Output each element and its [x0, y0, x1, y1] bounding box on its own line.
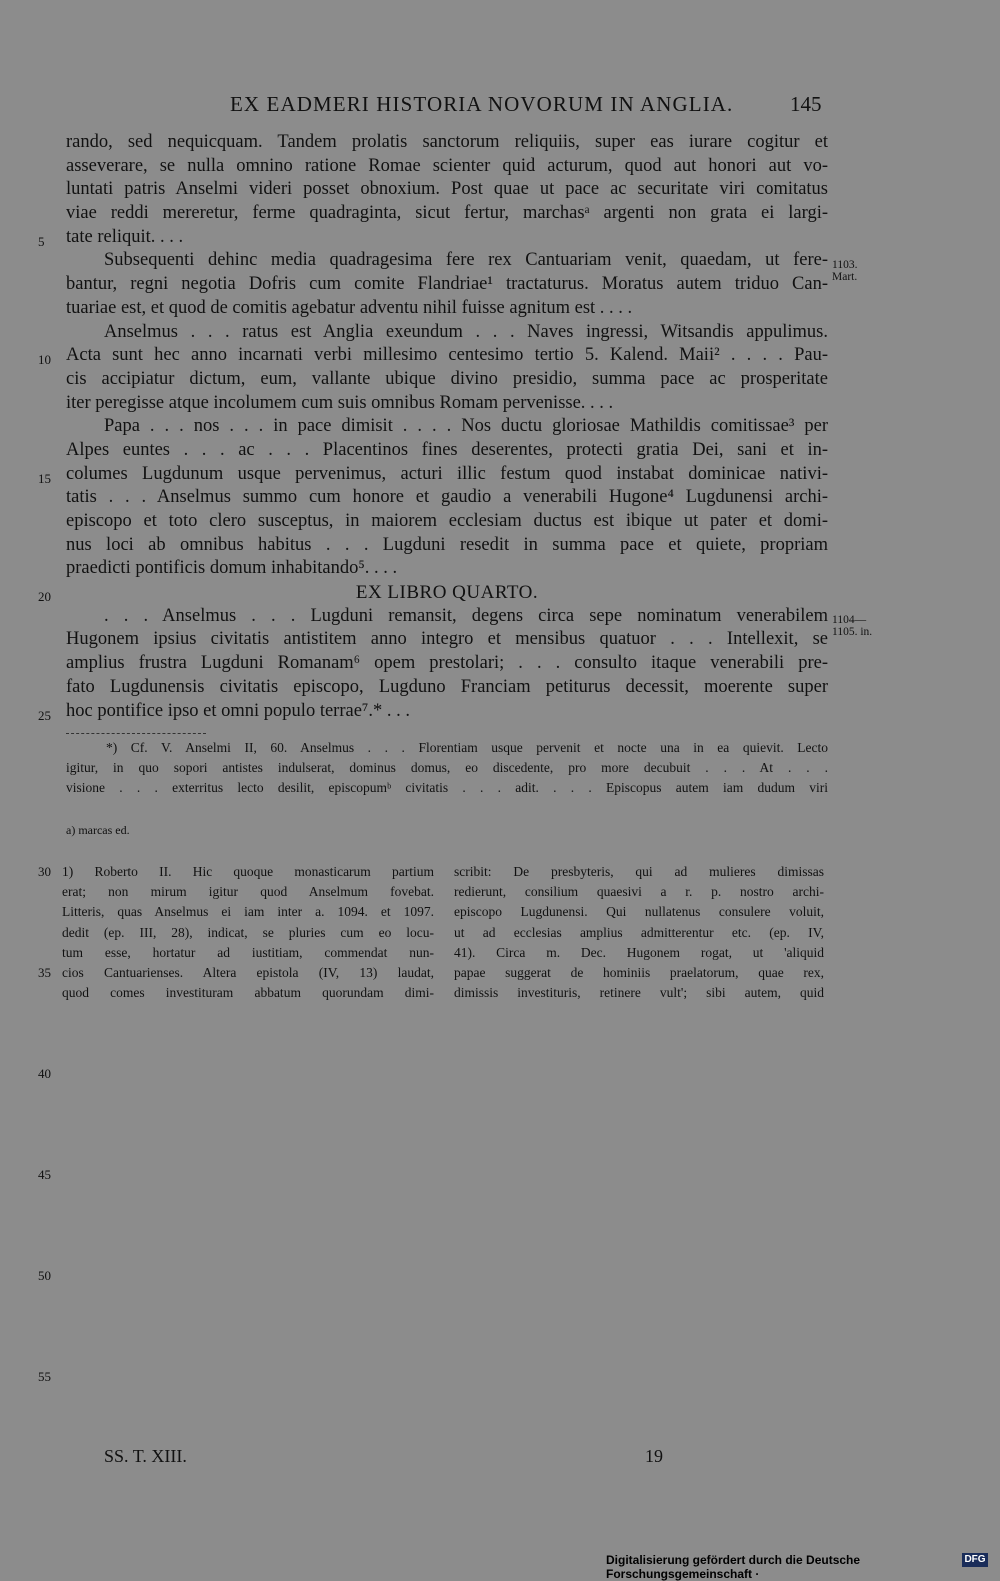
margin-date [832, 259, 857, 283]
margin-date-year: 1104— [832, 614, 867, 626]
margin-date-month: Mart. [832, 271, 858, 283]
signature-mark: SS. T. XIII. [104, 1446, 187, 1466]
main-text [66, 131, 828, 723]
footnote-line: Litteris, quas Anselmus ei iam inter a. 1094. et 1097. [62, 904, 434, 920]
text-line: Anselmus . . . ratus est Anglia exeundum . . . Naves ingressi, Witsandis appulimus. [104, 321, 828, 342]
text-line: tate reliquit. . . . [66, 226, 184, 247]
text-line: nus loci ab omnibus habitus . . . Lugduni resedit in summa pace et quiete, propriam [66, 534, 828, 555]
funding-banner: Digitalisierung gefördert durch die Deutsche Forschungsgemeinschaft · [606, 1553, 861, 1581]
note-divider [66, 733, 206, 734]
footnote-line: tum esse, hortatur ad iustitiam, commendat nun- [62, 944, 434, 960]
section-heading: EX LIBRO QUARTO. [355, 582, 539, 604]
text-line: bantur, regni negotia Dofris cum comite Flandriae¹ tractaturus. Moratus autem triduo Can- [66, 274, 828, 295]
text-line: tuariae est, et quod de comitis agebatur adventu nihil fuisse agnitum est . . . . [66, 297, 633, 318]
star-note [66, 738, 828, 798]
footnotes-left-column [62, 862, 434, 1003]
line-number: 15 [38, 471, 51, 486]
page-number: 145 [790, 92, 822, 116]
footnote-line: erat; non mirum igitur quod Anselmum fovebat. [62, 884, 434, 900]
text-line: cis accipiatur dictum, eum, vallante ubique divino presidio, summa pace ac prosperitate [66, 368, 828, 389]
note-line: visione . . . exterritus lecto desilit, episcopumᵇ civitatis . . . adit. . . . Episcopus autem iam dudum viri [66, 780, 828, 795]
running-title: EX EADMERI HISTORIA NOVORUM IN ANGLIA. [230, 92, 734, 116]
text-line: viae reddi mereretur, ferme quadraginta, sicut fertur, marchasᵃ argenti non grata ei largi- [66, 203, 828, 224]
text-line: asseverare, se nulla omnino ratione Romae scienter quid acturum, quod aut honori aut vo- [66, 155, 828, 176]
line-number: 35 [38, 965, 51, 980]
critical-apparatus: a) marcas ed. [66, 823, 130, 837]
line-number: 25 [38, 708, 51, 723]
footnote-line: 41). Circa m. Dec. Hugonem rogat, ut 'aliquid [454, 944, 824, 960]
text-line: . . . Anselmus . . . Lugduni remansit, degens circa sepe nominatum venerabilem [104, 605, 828, 626]
line-number: 30 [38, 864, 51, 879]
footnote-line: papae suggerat de hominiis praelatorum, quae rex, [454, 964, 824, 980]
text-line: Papa . . . nos . . . in pace dimisit . . . . Nos ductu gloriosae Mathildis comitissae³ per [104, 416, 828, 437]
footnote-line: quod comes investituram abbatum quorundam dimi- [62, 985, 434, 1001]
text-line: columes Lugdunum usque pervenimus, acturi illic festum quod instabat dominicae nativi- [66, 463, 828, 484]
line-number: 20 [38, 589, 51, 604]
footnote-line: ut ad ecclesias amplius admitterentur etc. (ep. IV, [454, 924, 824, 940]
footnotes-right-column [454, 862, 824, 1003]
text-line: iter peregisse atque incolumem cum suis omnibus Romam pervenisse. . . . [66, 392, 614, 413]
line-number: 10 [38, 352, 51, 367]
margin-date-year: 1103. [832, 259, 858, 271]
line-number: 45 [38, 1167, 51, 1182]
dfg-logo: DFG [962, 1553, 988, 1567]
footnote-line: episcopo Lugdunensi. Qui nullatenus consulere voluit, [454, 904, 824, 920]
footnote-line: cios Cantuarienses. Altera epistola (IV, 13) laudat, [62, 964, 434, 980]
text-line: luntati patris Anselmi videri posset obnoxium. Post quae ut pace ac securitate viri comitatus [66, 179, 828, 200]
note-line: igitur, in quo sopori antistes indulserat, dominus domus, eo discedente, pro more decubuit . . . At . . . [66, 760, 828, 775]
line-number: 5 [38, 234, 45, 249]
text-line: Hugonem ipsius civitatis antistitem anno integro et mensibus quatuor . . . Intellexit, se [66, 629, 828, 650]
note-line: *) Cf. V. Anselmi II, 60. Anselmus . . . Florentiam usque pervenit et nocte una in ea quievit. Lecto [106, 740, 828, 755]
margin-date-range: 1105. in. [832, 626, 873, 638]
footnote-line: dedit (ep. III, 28), indicat, se pluries cum eo locu- [62, 924, 434, 940]
text-line: Alpes euntes . . . ac . . . Placentinos fines deserentes, protecti gratia Dei, sani et in- [66, 439, 828, 460]
margin-date [832, 614, 872, 638]
text-line: amplius frustra Lugduni Romanam⁶ opem prestolari; . . . consulto itaque venerabili pre- [66, 653, 828, 674]
text-line: tatis . . . Anselmus summo cum honore et gaudio a venerabili Hugone⁴ Lugdunensi archi- [66, 487, 828, 508]
footnote-line: redierunt, consilium quaesivi a r. p. nostro archi- [454, 884, 824, 900]
text-line: rando, sed nequicquam. Tandem prolatis sanctorum reliquiis, super eas iurare cogitur et [66, 132, 828, 152]
gathering-number: 19 [645, 1446, 663, 1466]
text-line: Acta sunt hec anno incarnati verbi millesimo centesimo tertio 5. Kalend. Maii² . . . . Pau- [66, 345, 828, 366]
footnote-line: 1) Roberto II. Hic quoque monasticarum partium [62, 864, 434, 879]
line-number: 40 [38, 1066, 51, 1081]
page-header [0, 92, 1000, 122]
text-line: praedicti pontificis domum inhabitando⁵. . . . [66, 558, 398, 579]
footnote-line: scribit: De presbyteris, qui ad mulieres dimissas [454, 864, 824, 879]
text-line: episcopo et toto clero susceptus, in maiorem ecclesiam ductus est ibique ut pater et domi- [66, 511, 828, 531]
line-number: 50 [38, 1268, 51, 1283]
line-number: 55 [38, 1369, 51, 1384]
text-line: Subsequenti dehinc media quadragesima fere rex Cantuariam venit, quaedam, ut fere- [104, 250, 828, 271]
text-line: hoc pontifice ipso et omni populo terrae⁷.* . . . [66, 700, 410, 721]
text-line: fato Lugdunensis civitatis episcopo, Lugduno Franciam petiturus decessit, moerente super [66, 676, 828, 697]
footnote-line: dimissis investituris, retinere vult'; sibi autem, quid [454, 985, 824, 1001]
